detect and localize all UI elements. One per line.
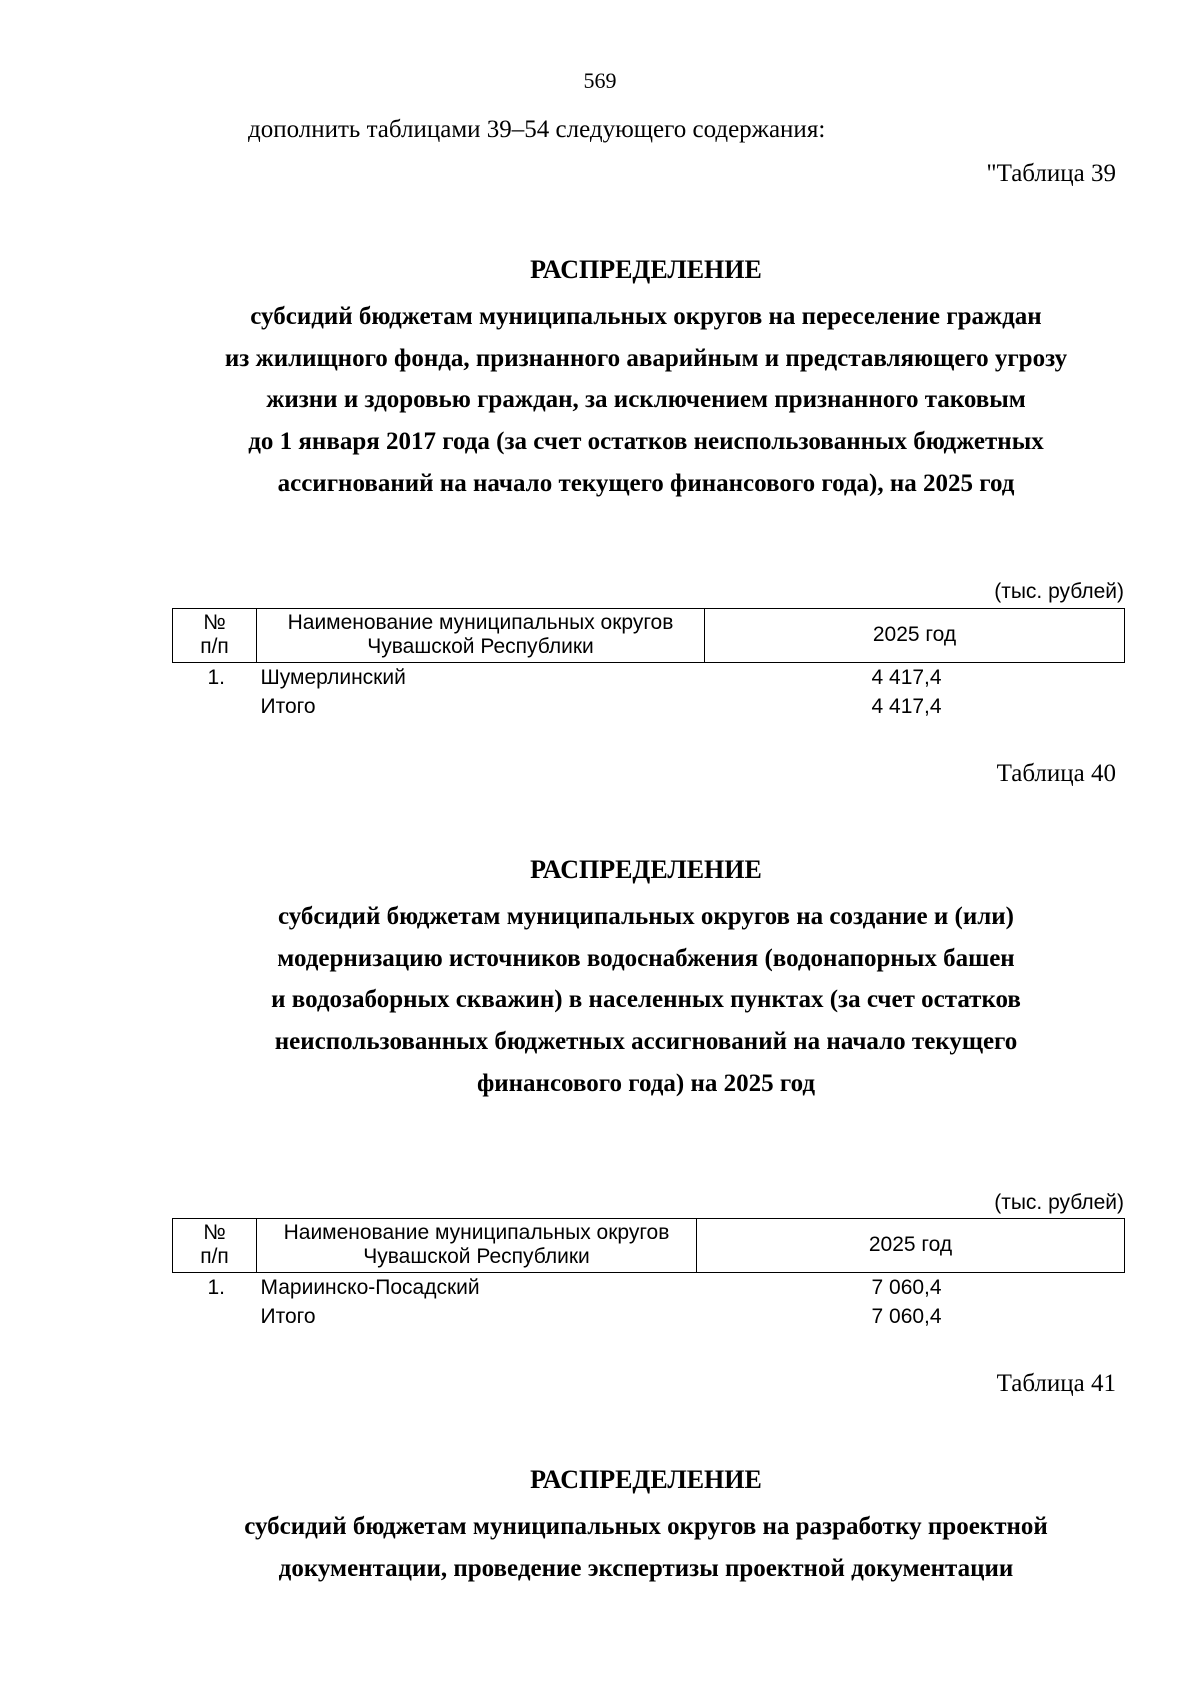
table-row-total — [173, 1302, 1125, 1331]
table-40-label: Таблица 40 — [996, 760, 1116, 787]
heading-title: РАСПРЕДЕЛЕНИЕ — [530, 855, 762, 884]
heading-line: из жилищного фонда, признанного аварийным и представляющего угрозу — [224, 344, 1068, 372]
column-header-number: № п/п — [173, 1219, 257, 1273]
row-value: 7 060,4 — [871, 1305, 942, 1328]
page-number: 569 — [583, 68, 617, 93]
row-name: Итого — [260, 1305, 316, 1328]
table-39-heading — [120, 255, 1172, 505]
table-41-label: Таблица 41 — [996, 1370, 1116, 1397]
column-header-name: Наименование муниципальных округов Чувашской Республики — [257, 1219, 697, 1273]
heading-line: и водозаборных скважин) в населенных пунктах (за счет остатков — [271, 986, 1021, 1014]
row-name: Шумерлинский — [260, 666, 406, 689]
table-39-units: (тыс. рублей) — [994, 580, 1124, 603]
table-39 — [172, 608, 1125, 721]
heading-line: до 1 января 2017 года (за счет остатков неиспользованных бюджетных — [248, 428, 1044, 456]
table-header-row — [173, 1219, 1125, 1273]
heading-line: субсидий бюджетам муниципальных округов на разработку проектной — [244, 1513, 1048, 1540]
heading-line: модернизацию источников водоснабжения (водонапорных башен — [277, 944, 1015, 972]
column-header-year: 2025 год — [697, 1219, 1125, 1273]
table-header-row — [173, 609, 1125, 663]
intro-text: дополнить таблицами 39–54 следующего содержания: — [248, 116, 826, 143]
heading-line: ассигнований на начало текущего финансового года), на 2025 год — [277, 469, 1015, 497]
row-number: 1. — [207, 666, 226, 689]
table-40-units: (тыс. рублей) — [994, 1191, 1124, 1214]
row-value: 4 417,4 — [871, 695, 942, 718]
row-number — [173, 692, 257, 721]
heading-title: РАСПРЕДЕЛЕНИЕ — [530, 255, 762, 284]
heading-title: РАСПРЕДЕЛЕНИЕ — [530, 1465, 762, 1494]
row-number — [173, 1302, 257, 1331]
heading-line: жизни и здоровью граждан, за исключением признанного таковым — [266, 386, 1026, 414]
table-40-heading — [120, 855, 1172, 1105]
heading-line: финансового года) на 2025 год — [476, 1069, 816, 1097]
table-39-label: "Таблица 39 — [986, 160, 1116, 187]
table-row — [173, 1273, 1125, 1303]
row-number: 1. — [207, 1276, 226, 1299]
table-41-heading — [120, 1465, 1172, 1589]
row-value: 7 060,4 — [871, 1276, 942, 1299]
heading-line: субсидий бюджетам муниципальных округов на переселение граждан — [250, 303, 1042, 330]
row-value: 4 417,4 — [871, 666, 942, 689]
table-row — [173, 663, 1125, 693]
heading-line: документации, проведение экспертизы проектной документации — [278, 1554, 1014, 1582]
row-name: Мариинско-Посадский — [260, 1276, 480, 1299]
heading-line: неиспользованных бюджетных ассигнований на начало текущего — [274, 1028, 1018, 1056]
table-40 — [172, 1218, 1125, 1331]
column-header-year: 2025 год — [705, 609, 1125, 663]
heading-line: субсидий бюджетам муниципальных округов на создание и (или) — [277, 903, 1015, 930]
row-name: Итого — [260, 695, 316, 718]
table-row-total — [173, 692, 1125, 721]
column-header-number: № п/п — [173, 609, 257, 663]
column-header-name: Наименование муниципальных округов Чувашской Республики — [257, 609, 705, 663]
